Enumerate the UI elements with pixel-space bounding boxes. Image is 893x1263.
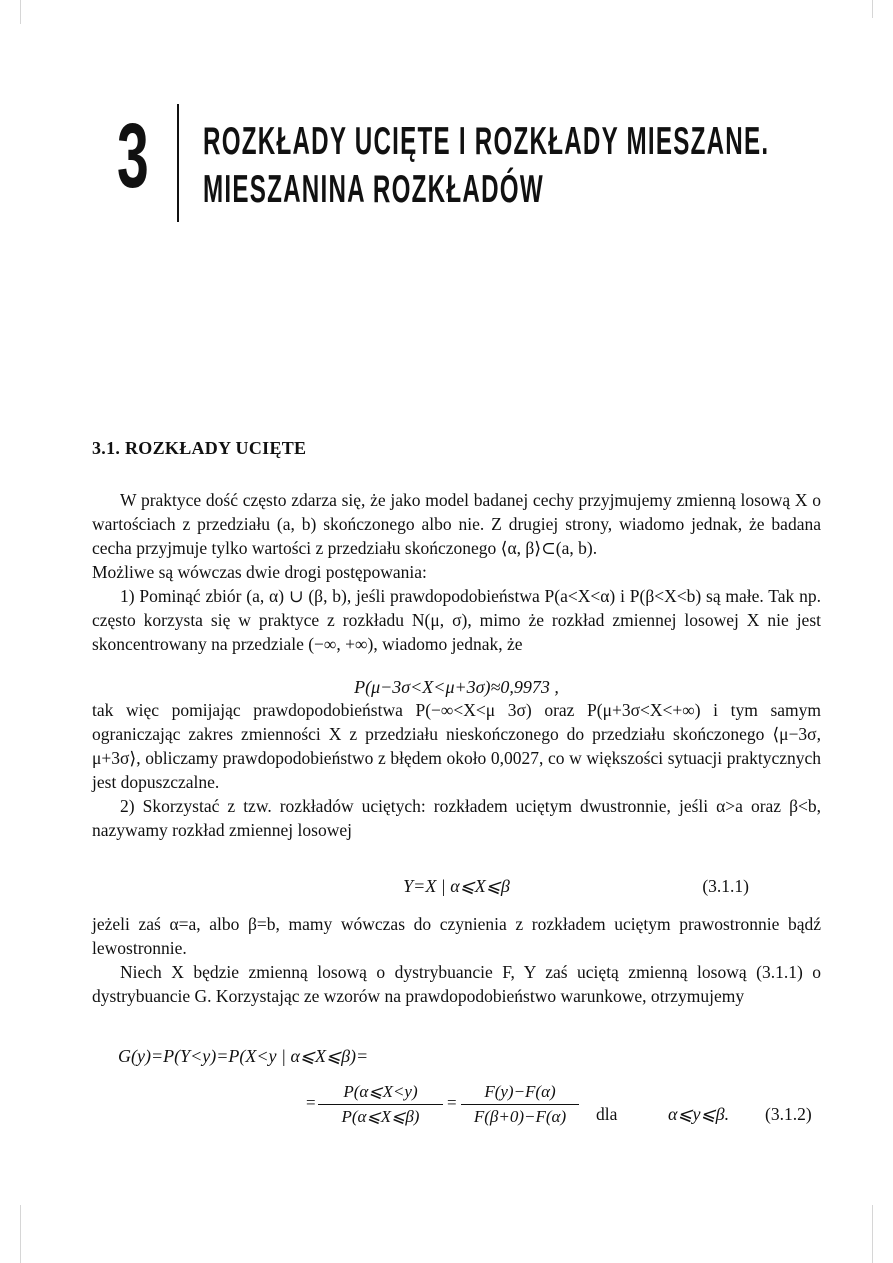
equals-sign-1: = [306,1093,316,1112]
page-edge-left-bottom [20,1205,21,1263]
equation-3-1-2-number: (3.1.2) [765,1104,812,1124]
equation-3-1-1-number: (3.1.1) [702,876,749,896]
fraction-probability-denominator: P(α⩽X⩽β) [341,1107,420,1126]
equation-g-line: G(y)=P(Y<y)=P(X<y | α⩽X⩽β)= [118,1046,369,1066]
equation-three-sigma: P(μ−3σ<X<μ+3σ)≈0,9973 , [354,677,559,697]
fraction-distribution [461,1082,579,1127]
page-edge-left-top [20,0,21,24]
chapter-title [203,118,770,214]
page-edge-right-bottom [872,1205,873,1263]
page-edge-right-top [872,0,873,18]
fraction-distribution-numerator: F(y)−F(α) [484,1082,556,1101]
paragraph-omitting: tak więc pomijając prawdopodobieństwa P(−∞<X<μ 3σ) oraz P(μ+3σ<X<+∞) i tym samym ograniczając zakres zmienności X z przedziału nieskończonego do przedziału skończonego ⟨μ−3σ, μ+3σ⟩, obliczamy prawdopodobieństwo z błędem około 0,0027, co w większości sytuacji praktycznych jest dopuszczalne. [92,700,821,792]
paragraph-option-1: 1) Pominąć zbiór (a, α) ∪ (β, b), jeśli prawdopodobieństwa P(a<X<α) i P(β<X<b) są małe. Tak np. często korzysta się w praktyce z rozkładu N(μ, σ), mimo że rozkład zmiennej losowej X nie jest skoncentrowany na przedziale (−∞, +∞), wiadomo jednak, że [92,586,821,654]
chapter-number: 3 [117,105,150,207]
paragraph-block-3 [92,912,821,1008]
equation-3-1-1 [92,876,821,897]
paragraph-intro: W praktyce dość często zdarza się, że jako model badanej cechy przyjmujemy zmienną losową X o wartościach z przedziału (a, b) skończonego albo nie. Z drugiej strony, wiadomo jednak, że badana cecha przyjmuje tylko wartości z przedziału skończonego ⟨α, β⟩⊂(a, b). [92,490,821,558]
chapter-divider [177,104,179,222]
paragraph-one-sided: jeżeli zaś α=a, albo β=b, mamy wówczas do czynienia z rozkładem uciętym prawostronnie bądź lewostronnie. [92,914,821,958]
fraction-bar [318,1104,443,1105]
fraction-distribution-denominator: F(β+0)−F(α) [473,1107,567,1126]
section-heading: 3.1. ROZKŁADY UCIĘTE [92,438,307,458]
paragraph-distribution: Niech X będzie zmienną losową o dystrybuancie F, Y zaś uciętą zmienną losową (3.1.1) o dystrybuancie G. Korzystając ze wzorów na prawdopodobieństwo warunkowe, otrzymujemy [92,962,821,1006]
equation-3-1-2-condition: α⩽y⩽β. [668,1104,730,1124]
equals-sign-2: = [447,1093,457,1112]
equation-3-1-1-body: Y=X | α⩽X⩽β [403,876,510,896]
fraction-probability-numerator: P(α⩽X<y) [343,1082,418,1101]
paragraph-option-2: 2) Skorzystać z tzw. rozkładów uciętych: rozkładem uciętym dwustronnie, jeśli α>a oraz β<b, nazywamy rozkład zmiennej losowej [92,796,821,840]
chapter-title-line-1: ROZKŁADY UCIĘTE I ROZKŁADY MIESZANE. [203,120,770,163]
equation-3-1-2-dla: dla [596,1104,618,1124]
paragraph-options: Możliwe są wówczas dwie drogi postępowania: [92,562,427,582]
fraction-probability [318,1082,443,1127]
paragraph-block-2 [92,698,821,842]
paragraph-block-1 [92,488,821,656]
fraction-bar [461,1104,579,1105]
chapter-title-line-2: MIESZANINA ROZKŁADÓW [203,168,544,211]
